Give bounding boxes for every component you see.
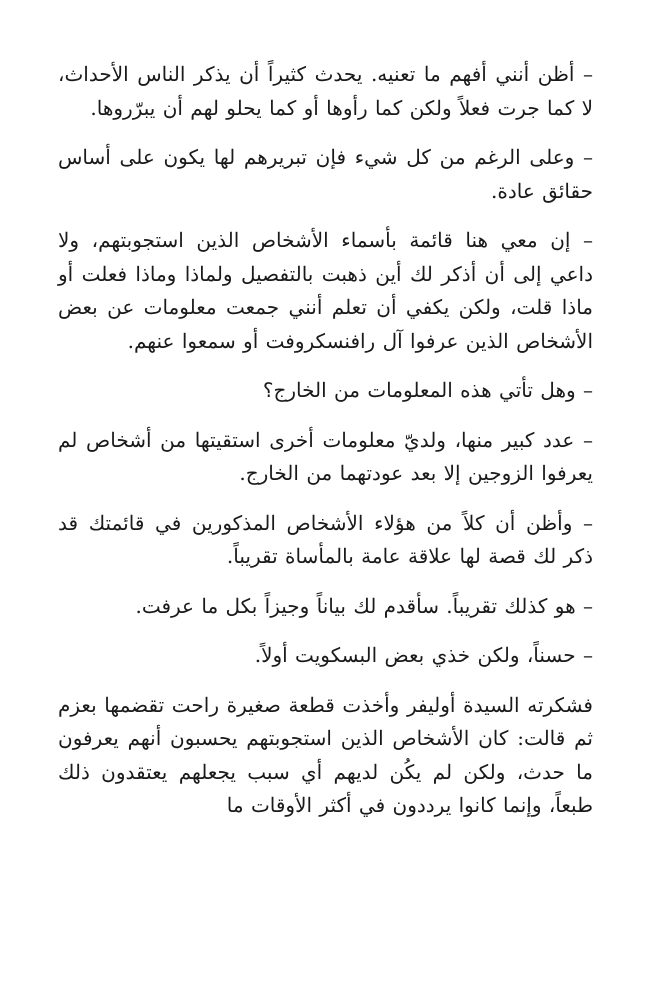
paragraph-2: – وعلى الرغم من كل شيء فإن تبريرهم لها يكون على أساس حقائق عادة.	[58, 145, 593, 203]
paragraph-5: – عدد كبير منها، ولديّ معلومات أخرى استقيتها من أشخاص لم يعرفوا الزوجين إلا بعد عودتهما من الخارج.	[58, 427, 593, 485]
paragraph-9: فشكرته السيدة أوليفر وأخذت قطعة صغيرة راحت تقضمها بعزم ثم قالت: كان الأشخاص الذين استجوبتهم يحسبون أنهم يعرفون ما حدث، ولكن لم يكُن لديهم أي سبب يجعلهم يعتقدون ذلك طبعاً، وإنما كانوا يرددون في أكثر الأوقات ما	[58, 692, 593, 817]
paragraph-6: – وأظن أن كلاً من هؤلاء الأشخاص المذكورين في قائمتك قد ذكر لك قصة لها علاقة عامة بالمأساة تقريباً.	[58, 510, 593, 568]
paragraph-8: – حسناً، ولكن خذي بعض البسكويت أولاً.	[254, 643, 593, 667]
paragraph-3: – إن معي هنا قائمة بأسماء الأشخاص الذين استجوبتهم، ولا داعي إلى أن أذكر لك أين ذهبت بالتفصيل ولماذا وماذا فعلت أو ماذا قلت، ولكن يكفي أن تعلم أنني جمعت معلومات عن بعض الأشخاص الذين عرفوا آل رافنسكروفت أو سمعوا عنهم.	[58, 228, 593, 353]
paragraph-7: – هو كذلك تقريباً. سأقدم لك بياناً وجيزاً بكل ما عرفت.	[135, 593, 593, 618]
paragraph-4: – وهل تأتي هذه المعلومات من الخارج؟	[262, 378, 593, 402]
paragraph-1: – أظن أنني أفهم ما تعنيه. يحدث كثيراً أن يذكر الناس الأحداث، لا كما جرت فعلاً ولكن كما رأوها أو كما يحلو لهم أن يبرّروها.	[58, 62, 593, 120]
